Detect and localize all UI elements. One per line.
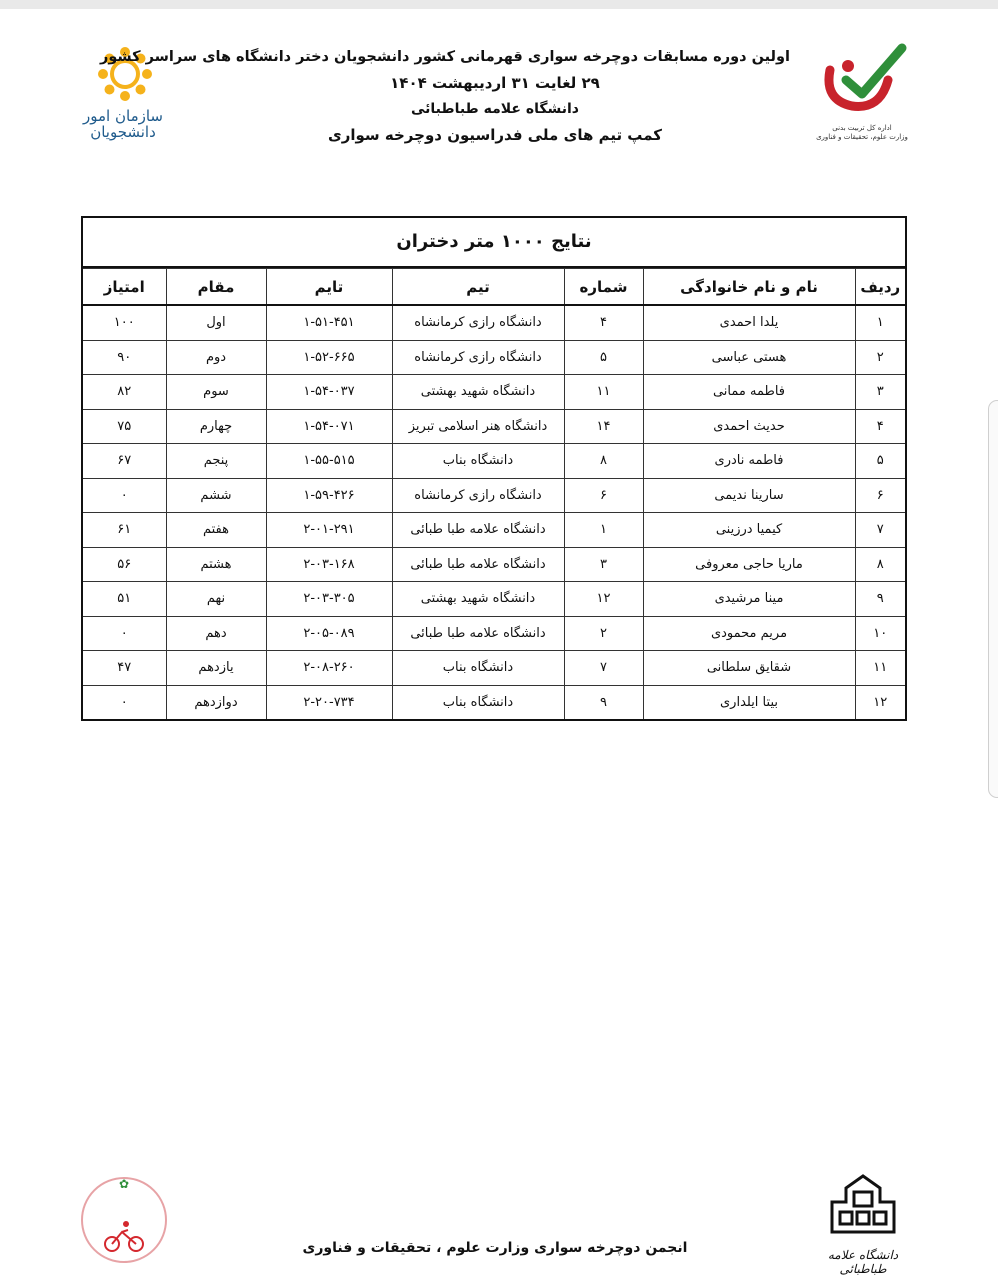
venue: کمپ تیم های ملی فدراسیون دوچرخه سواری [328,126,662,144]
cell-place: دهم [166,616,266,651]
cell-place: نهم [166,582,266,617]
table-row [83,685,905,719]
cell-points: ۶۷ [83,444,166,479]
cell-time: ۱-۵۵-۵۱۵ [266,444,392,479]
cell-place: پنجم [166,444,266,479]
cell-team: دانشگاه علامه طبا طبائی [392,513,564,548]
cell-rank: ۲ [855,340,905,375]
cell-time: ۱-۵۹-۴۲۶ [266,478,392,513]
cell-name: فاطمه ممانی [643,375,855,410]
col-header-team: تیم [392,269,564,306]
cell-rank: ۱۰ [855,616,905,651]
cell-team: دانشگاه بناب [392,444,564,479]
cell-place: چهارم [166,409,266,444]
cell-place: دوازدهم [166,685,266,719]
cell-team: دانشگاه علامه طبا طبائی [392,547,564,582]
cell-points: ۰ [83,478,166,513]
cell-name: حدیث احمدی [643,409,855,444]
student-affairs-logo-text: سازمان امور دانشجویان [83,107,163,141]
cell-rank: ۵ [855,444,905,479]
cell-rank: ۱ [855,305,905,340]
cell-name: یلدا احمدی [643,305,855,340]
cell-number: ۱۲ [564,582,643,617]
table-row [83,375,905,410]
table-row [83,616,905,651]
cell-rank: ۷ [855,513,905,548]
cell-points: ۴۷ [83,651,166,686]
table-row [83,444,905,479]
cell-time: ۱-۵۴-۰۳۷ [266,375,392,410]
cell-time: ۱-۵۴-۰۷۱ [266,409,392,444]
cell-time: ۲-۰۵-۰۸۹ [266,616,392,651]
table-row [83,478,905,513]
allameh-university-logo-text: دانشگاه علامه طباطبائی [827,1248,899,1276]
table-row [83,582,905,617]
cell-points: ۷۵ [83,409,166,444]
col-header-points: امتیاز [83,269,166,306]
col-header-time: تایم [266,269,392,306]
cell-rank: ۱۲ [855,685,905,719]
cell-name: شقایق سلطانی [643,651,855,686]
cell-place: سوم [166,375,266,410]
results-title: نتایج ۱۰۰۰ متر دختران [83,218,905,268]
top-strip [0,0,998,9]
cell-time: ۲-۰۸-۲۶۰ [266,651,392,686]
cell-number: ۵ [564,340,643,375]
cell-number: ۶ [564,478,643,513]
cell-name: کیمیا درزینی [643,513,855,548]
cell-points: ۵۶ [83,547,166,582]
table-row [83,513,905,548]
event-title: اولین دوره مسابقات دوچرخه سواری قهرمانی کشور دانشجویان دختر دانشگاه های سراسر کشور [99,49,790,65]
cell-rank: ۴ [855,409,905,444]
table-row [83,340,905,375]
cell-time: ۲-۰۱-۲۹۱ [266,513,392,548]
cell-points: ۹۰ [83,340,166,375]
cycling-federation-logo [72,1170,182,1270]
cell-team: دانشگاه رازی کرمانشاه [392,305,564,340]
results-grid [83,268,905,719]
cell-number: ۲ [564,616,643,651]
cell-team: دانشگاه رازی کرمانشاه [392,478,564,513]
cell-team: دانشگاه بناب [392,685,564,719]
cell-place: ششم [166,478,266,513]
cell-name: هستی عباسی [643,340,855,375]
cell-time: ۲-۰۳-۳۰۵ [266,582,392,617]
cell-time: ۲-۰۳-۱۶۸ [266,547,392,582]
cell-name: مریم محمودی [643,616,855,651]
cell-number: ۳ [564,547,643,582]
cell-team: دانشگاه هنر اسلامی تبریز [392,409,564,444]
cell-place: هفتم [166,513,266,548]
cell-team: دانشگاه بناب [392,651,564,686]
cell-rank: ۶ [855,478,905,513]
scrollbar[interactable] [988,400,998,798]
cell-number: ۱۱ [564,375,643,410]
table-row [83,409,905,444]
col-header-number: شماره [564,269,643,306]
cell-time: ۱-۵۱-۴۵۱ [266,305,392,340]
footer-text: انجمن دوچرخه سواری وزارت علوم ، تحقیقات و فناوری [302,1240,688,1256]
cell-points: ۸۲ [83,375,166,410]
col-header-rank: ردیف [855,269,905,306]
table-row [83,651,905,686]
col-header-place: مقام [166,269,266,306]
cell-place: هشتم [166,547,266,582]
cell-rank: ۸ [855,547,905,582]
cell-number: ۱۴ [564,409,643,444]
cell-name: بیتا ایلداری [643,685,855,719]
header-row [83,269,905,306]
cell-name: فاطمه نادری [643,444,855,479]
cell-time: ۱-۵۲-۶۶۵ [266,340,392,375]
cell-points: ۱۰۰ [83,305,166,340]
cell-name: ماریا حاجی معروفی [643,547,855,582]
cell-number: ۱ [564,513,643,548]
cell-points: ۰ [83,685,166,719]
cell-points: ۰ [83,616,166,651]
cell-rank: ۳ [855,375,905,410]
cell-team: دانشگاه علامه طبا طبائی [392,616,564,651]
cell-rank: ۹ [855,582,905,617]
cell-place: یازدهم [166,651,266,686]
physical-education-logo-text: اداره کل تربیت بدنی وزارت علوم، تحقیقات و فناوری [816,124,908,141]
cell-number: ۷ [564,651,643,686]
cell-team: دانشگاه شهید بهشتی [392,375,564,410]
cell-points: ۵۱ [83,582,166,617]
cell-time: ۲-۲۰-۷۳۴ [266,685,392,719]
table-row [83,305,905,340]
event-dates: ۲۹ لغایت ۳۱ اردیبهشت ۱۴۰۴ [390,74,600,92]
cell-place: اول [166,305,266,340]
results-table [81,216,907,721]
cell-number: ۹ [564,685,643,719]
cell-number: ۸ [564,444,643,479]
cell-name: سارینا ندیمی [643,478,855,513]
table-row [83,547,905,582]
cell-rank: ۱۱ [855,651,905,686]
col-header-name: نام و نام خانوادگی [643,269,855,306]
svg-text:✿: ✿ [118,1177,130,1191]
host-university: دانشگاه علامه طباطبائی [411,101,579,117]
cell-number: ۴ [564,305,643,340]
cell-name: مینا مرشیدی [643,582,855,617]
cell-place: دوم [166,340,266,375]
cell-points: ۶۱ [83,513,166,548]
cell-team: دانشگاه شهید بهشتی [392,582,564,617]
cell-team: دانشگاه رازی کرمانشاه [392,340,564,375]
